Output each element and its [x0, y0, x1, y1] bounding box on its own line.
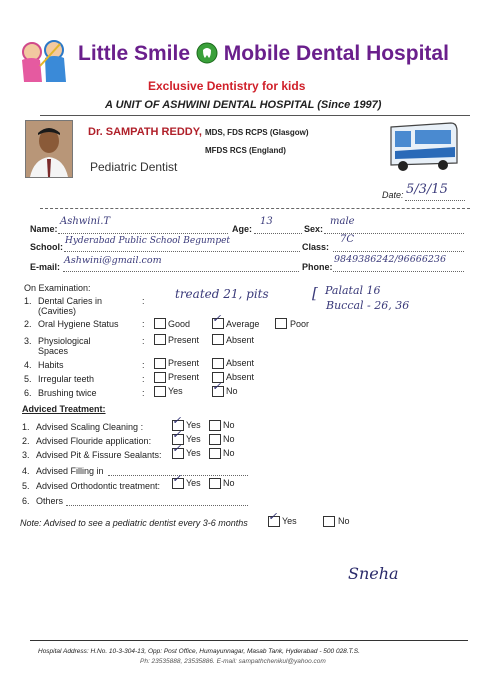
- sealants-no-checkbox[interactable]: [209, 448, 221, 459]
- exam-sub-spaces: Spaces: [38, 346, 69, 356]
- spaces-absent-label: Absent: [226, 335, 255, 345]
- age-line: [254, 233, 302, 234]
- hygiene-good-label: Good: [168, 319, 191, 329]
- caries-note-right-1[interactable]: Palatal 16: [325, 284, 381, 297]
- treat-label-sealants: Advised Pit & Fissure Sealants:: [36, 450, 162, 460]
- recall-no-label: No: [338, 516, 350, 526]
- hygiene-poor-label: Poor: [290, 319, 310, 329]
- fluoride-yes-label: Yes: [186, 434, 201, 444]
- treat-label-others: Others: [36, 496, 64, 506]
- exam-sub-cavities: (Cavities): [38, 306, 77, 316]
- title-part-1: Little Smile: [78, 42, 191, 65]
- treat-num-1: 1.: [22, 422, 30, 432]
- kids-logo: [14, 36, 74, 86]
- treat-label-fluoride: Advised Flouride application:: [36, 436, 152, 446]
- colon: :: [142, 336, 145, 346]
- exam-label-physiological: Physiological: [38, 336, 91, 346]
- recall-yes-label: Yes: [282, 516, 297, 526]
- sealants-no-label: No: [223, 448, 235, 458]
- phone-line: [333, 271, 464, 272]
- spaces-present-label: Present: [168, 335, 200, 345]
- spaces-present-checkbox[interactable]: [154, 334, 166, 345]
- class-value[interactable]: 7C: [340, 234, 355, 245]
- treat-label-scaling: Advised Scaling Cleaning :: [36, 422, 144, 432]
- checkmark-icon: ✓: [212, 312, 222, 325]
- sex-label: Sex:: [304, 224, 324, 234]
- date-line: [405, 200, 465, 201]
- examination-heading: On Examination:: [24, 283, 91, 293]
- checkmark-icon: ✓: [172, 414, 182, 427]
- caries-note-right-2[interactable]: Buccal - 26, 36: [326, 299, 410, 312]
- sex-value[interactable]: male: [330, 216, 355, 227]
- treat-num-4: 4.: [22, 466, 30, 476]
- bus-icon: [385, 117, 461, 177]
- header-divider: [40, 115, 470, 116]
- irregular-present-label: Present: [168, 372, 200, 382]
- email-value[interactable]: Ashwini@gmail.com: [64, 255, 162, 266]
- checkmark-icon: ✓: [212, 380, 222, 393]
- footer-contact: Ph: 23535888, 23535886. E-mail: sampathchenikul@yahoo.com: [140, 658, 326, 665]
- checkmark-icon: ✓: [268, 510, 278, 523]
- habits-absent-checkbox[interactable]: [212, 358, 224, 369]
- exam-label-irregular: Irregular teeth: [38, 374, 95, 384]
- recall-no-checkbox[interactable]: [323, 516, 335, 527]
- treat-num-6: 6.: [22, 496, 30, 506]
- class-line: [333, 251, 464, 252]
- checkmark-icon: ✓: [172, 428, 182, 441]
- name-label: Name:: [30, 224, 58, 234]
- habits-present-label: Present: [168, 358, 200, 368]
- hygiene-poor-checkbox[interactable]: [275, 318, 287, 329]
- habits-absent-label: Absent: [226, 358, 255, 368]
- colon: :: [142, 360, 145, 370]
- phone-value[interactable]: 9849386242/96666236: [334, 254, 446, 265]
- school-label: School:: [30, 242, 63, 252]
- doctor-signature: Sneha: [348, 564, 399, 583]
- phone-label: Phone:: [302, 262, 333, 272]
- doctor-role: Pediatric Dentist: [90, 160, 178, 174]
- sealants-yes-label: Yes: [186, 448, 201, 458]
- caries-note[interactable]: treated 21, pits: [175, 287, 269, 301]
- age-value[interactable]: 13: [260, 216, 273, 227]
- tooth-globe-icon: [196, 42, 218, 64]
- name-value[interactable]: Ashwini.T: [60, 216, 111, 227]
- doctor-degrees-1: MDS, FDS RCPS (Glasgow): [204, 128, 309, 137]
- form-divider: [40, 208, 470, 209]
- email-line: [63, 271, 299, 272]
- scaling-no-checkbox[interactable]: [209, 420, 221, 431]
- footer-address: Hospital Address: H.No. 10-3-304-13, Opp: Post Office, Humayunnagar, Masab Tank, Hyderabad - 500 028.T.S.: [38, 648, 360, 655]
- hygiene-average-label: Average: [226, 319, 260, 329]
- recall-note: Note: Advised to see a pediatric dentist every 3-6 months: [20, 518, 248, 528]
- habits-present-checkbox[interactable]: [154, 358, 166, 369]
- treat-num-3: 3.: [22, 450, 30, 460]
- school-value[interactable]: Hyderabad Public School Begumpet: [65, 236, 231, 246]
- ortho-no-checkbox[interactable]: [209, 478, 221, 489]
- treat-num-2: 2.: [22, 436, 30, 446]
- colon: :: [142, 296, 145, 306]
- hospital-subtitle: Exclusive Dentistry for kids: [148, 79, 306, 93]
- exam-num-5: 5.: [24, 374, 32, 384]
- ortho-no-label: No: [223, 478, 235, 488]
- colon: :: [142, 319, 145, 329]
- treat-num-5: 5.: [22, 481, 30, 491]
- exam-label-habits: Habits: [38, 360, 64, 370]
- title-part-2: Mobile Dental Hospital: [223, 42, 449, 65]
- exam-label-hygiene: Oral Hygiene Status: [38, 319, 119, 329]
- fluoride-no-checkbox[interactable]: [209, 434, 221, 445]
- others-line: [66, 505, 248, 506]
- fluoride-no-label: No: [223, 434, 235, 444]
- brushing-yes-checkbox[interactable]: [154, 386, 166, 397]
- hospital-title: [78, 42, 449, 66]
- footer-divider: [30, 640, 468, 641]
- exam-num-3: 3.: [24, 336, 32, 346]
- colon: :: [142, 388, 145, 398]
- treat-label-filling: Advised Filling in: [36, 466, 104, 476]
- exam-label-brushing: Brushing twice: [38, 388, 97, 398]
- doctor-photo: [25, 120, 73, 178]
- exam-label-caries: Dental Caries in: [38, 296, 103, 306]
- doctor-name: Dr. SAMPATH REDDY, MDS, FDS RCPS (Glasgow): [88, 126, 309, 138]
- name-line: [58, 233, 228, 234]
- scaling-yes-label: Yes: [186, 420, 201, 430]
- irregular-absent-label: Absent: [226, 372, 255, 382]
- ortho-yes-label: Yes: [186, 478, 201, 488]
- colon: :: [142, 374, 145, 384]
- doctor-degrees-2: MFDS RCS (England): [205, 146, 286, 155]
- age-label: Age:: [232, 224, 252, 234]
- date-value[interactable]: 5/3/15: [406, 182, 448, 197]
- class-label: Class:: [302, 242, 330, 252]
- exam-num-1: 1.: [24, 296, 32, 306]
- scaling-no-label: No: [223, 420, 235, 430]
- checkmark-icon: ✓: [172, 472, 182, 485]
- email-label: E-mail:: [30, 262, 61, 272]
- treatment-heading: Adviced Treatment:: [22, 404, 106, 414]
- bracket-mark: [: [312, 284, 318, 302]
- school-line: [64, 251, 300, 252]
- date-label: Date:: [382, 190, 404, 200]
- brushing-yes-label: Yes: [168, 386, 183, 396]
- treat-label-orthodontic: Advised Orthodontic treatment:: [36, 481, 161, 491]
- hygiene-good-checkbox[interactable]: [154, 318, 166, 329]
- checkmark-icon: ✓: [172, 442, 182, 455]
- spaces-absent-checkbox[interactable]: [212, 334, 224, 345]
- irregular-present-checkbox[interactable]: [154, 372, 166, 383]
- brushing-no-label: No: [226, 386, 238, 396]
- unit-line: A UNIT OF ASHWINI DENTAL HOSPITAL (Since 1997): [105, 99, 382, 111]
- exam-num-2: 2.: [24, 319, 32, 329]
- exam-num-6: 6.: [24, 388, 32, 398]
- exam-num-4: 4.: [24, 360, 32, 370]
